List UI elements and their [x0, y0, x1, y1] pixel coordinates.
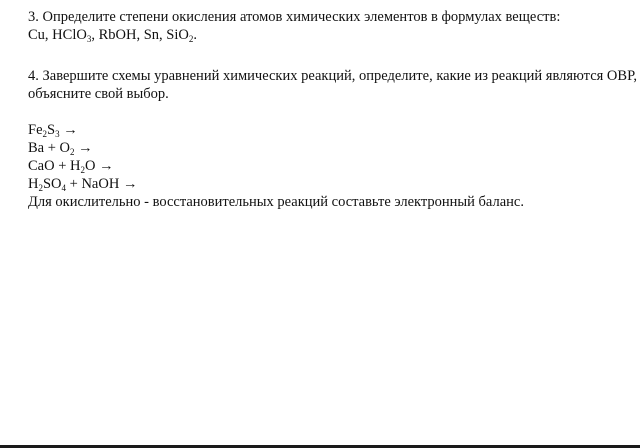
- subscript-h: 2: [38, 183, 43, 193]
- reactants-cao-h: CaO + H: [28, 158, 81, 174]
- task-4: [28, 67, 637, 103]
- formula-sio2-subscript: 2: [188, 34, 194, 44]
- subscript-fe: 2: [42, 129, 47, 139]
- reaction-schemes: [28, 121, 626, 211]
- task-3-formulas: [28, 26, 626, 44]
- formula-rboh: RbOH,: [98, 27, 141, 43]
- formula-sio2-period: .: [193, 27, 197, 43]
- reactant-so: SO: [42, 176, 62, 192]
- formula-sio2-main: SiO: [166, 27, 189, 43]
- subscript-so: 4: [61, 183, 67, 193]
- subscript-o: 2: [70, 147, 75, 157]
- reactant-s: S: [47, 122, 56, 138]
- formula-sn: Sn,: [143, 27, 163, 43]
- reactants-ba-o: Ba + O: [28, 140, 71, 156]
- reaction-arrow: →: [122, 176, 138, 192]
- subscript-s: 3: [55, 129, 60, 139]
- task-4-question-line-2: объясните свой выбор.: [28, 86, 169, 102]
- formula-hclo3-main: HClO: [52, 27, 87, 43]
- task-3: [28, 8, 626, 44]
- subscript-h: 2: [80, 165, 85, 175]
- formula-hclo3-subscript: 3: [86, 34, 92, 44]
- balance-instruction: Для окислительно - восстановительных реакций составьте электронный баланс.: [28, 194, 524, 210]
- reactant-fe: Fe: [28, 122, 43, 138]
- reaction-arrow: →: [99, 158, 114, 174]
- reaction-scheme-2: [28, 139, 626, 157]
- formula-hclo3: [52, 27, 95, 43]
- reactant-naoh: + NaOH: [69, 176, 120, 192]
- reaction-arrow: →: [78, 140, 93, 156]
- reaction-arrow: →: [63, 122, 78, 138]
- formula-hclo3-comma: ,: [91, 27, 95, 43]
- formula-cu: Cu,: [28, 27, 49, 43]
- reactant-o: O: [84, 158, 96, 174]
- task-4-question-line-1: 4. Завершите схемы уравнений химических реакций, определите, какие из реакций являются ОВР,: [28, 68, 637, 84]
- reaction-scheme-1: [28, 121, 626, 139]
- formula-sio2: [166, 27, 197, 43]
- reactant-h: H: [28, 176, 39, 192]
- task-3-question: 3. Определите степени окисления атомов химических элементов в формулах веществ:: [28, 9, 561, 25]
- reaction-scheme-3: [28, 157, 626, 175]
- reaction-scheme-4: [28, 175, 626, 193]
